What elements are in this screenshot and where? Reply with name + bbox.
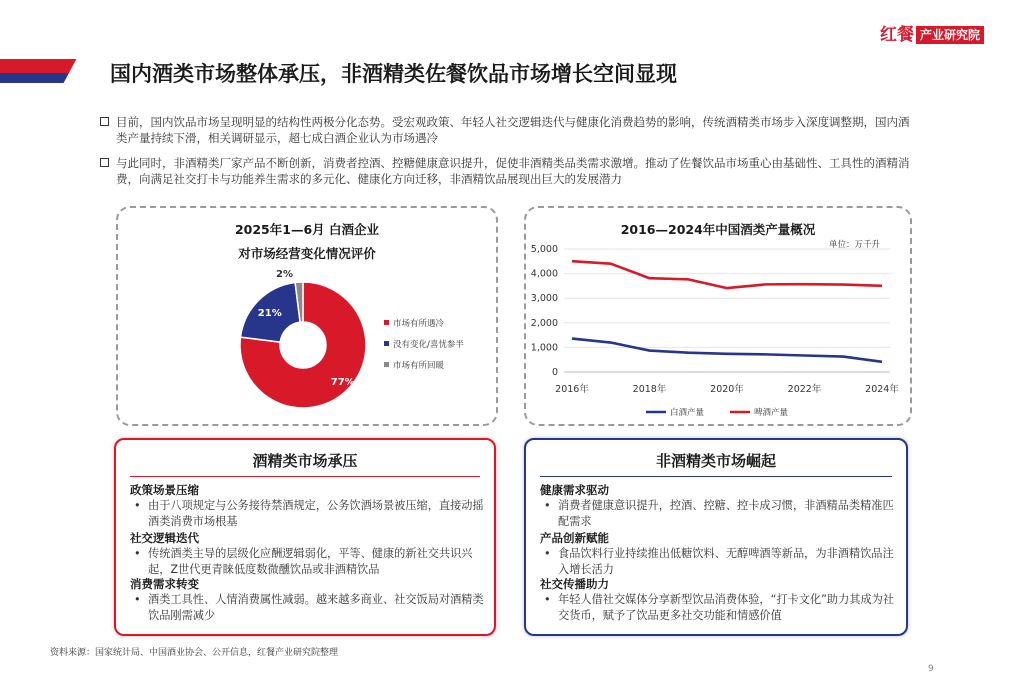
intro-text-2: 与此同时，非酒精类厂家产品不断创新，消费者控酒、控糖健康意识提升，促使非酒精类品类需求激增。推动了佐餐饮品市场重心由基础性、工具性的酒精消费，向满足社交打卡与功能养生需求的多元化、健康化方向迁移，非酒精饮品展现出巨大的发展潜力 [116,156,910,186]
intro-paragraph-1 [116,114,916,146]
logo-text: 产业研究院 [916,26,984,44]
alcohol-section-text-1: • 由于八项规定与公务接待禁酒规定，公务饮酒场景被压缩，直接动摇酒类消费市场根基 [134,499,484,528]
line-legend-label-2: 啤酒产量 [754,408,789,418]
intro-text-1: 目前，国内饮品市场呈现明显的结构性两极分化态势。受宏观政策、年轻人社交逻辑迭代与健康化消费趋势的影响，传统酒精类市场步入深度调整期，国内酒类产量持续下滑，相关调研显示，超七成白酒企业认为市场遇冷 [116,115,910,145]
page-number: 9 [928,664,934,674]
alcohol-market-card [114,438,496,636]
pie-legend-swatch-3 [384,362,389,367]
pie-value-label-1: 77% [330,377,355,389]
non-alcohol-section-text-2: • 食品饮料行业持续推出低糖饮料、无醇啤酒等新品，为非酒精饮品注入增长活力 [544,547,894,576]
alcohol-section-text-2: • 传统酒类主导的层级化应酬逻辑弱化，平等、健康的新社交共识兴起，Z世代更青睐低度数微醺饮品或非酒精饮品 [134,547,473,576]
alcohol-section-heading-3: 消费需求转变 [130,577,199,591]
brand-logo [880,25,984,45]
page-title: 国内酒类市场整体承压，非酒精类佐餐饮品市场增长空间显现 [110,62,677,86]
pie-legend-swatch-2 [384,341,389,346]
pie-chart [118,208,496,424]
pie-value-label-2: 21% [257,307,282,319]
line-series-1 [572,339,882,362]
line-x-tick-1: 2016年 [555,384,589,395]
line-chart-panel [524,206,912,426]
alcohol-section-heading-1: 政策场景压缩 [130,483,199,497]
square-bullet-icon [100,117,109,126]
non-alcohol-section-text-3: • 年轻人借社交媒体分享新型饮品消费体验，“打卡文化”助力其成为社交货币，赋予了饮品更多社交功能和情感价值 [544,593,895,622]
source-note: 资料来源：国家统计局、中国酒业协会、公开信息，红餐产业研究院整理 [50,648,339,658]
line-chart [526,208,910,424]
line-y-tick-4: 3,000 [530,293,558,305]
non-alcohol-market-card [524,438,908,636]
pie-chart-panel [116,206,498,426]
non-alcohol-section-text-1: • 消费者健康意识提升，控酒、控糖、控卡成习惯，非酒精品类精准匹配需求 [544,499,894,528]
line-unit: 单位：万千升 [828,240,880,250]
line-y-tick-1: 0 [551,367,558,378]
alcohol-card-title: 酒精类市场承压 [252,452,358,470]
non-alcohol-section-heading-2: 产品创新赋能 [540,531,609,545]
pie-legend-swatch-1 [384,320,389,325]
line-x-tick-3: 2020年 [710,384,744,395]
non-alcohol-card-title: 非酒精类市场崛起 [655,452,776,470]
line-title: 2016—2024年中国酒类产量概况 [620,222,816,237]
line-x-tick-2: 2018年 [632,384,667,395]
alcohol-section-heading-2: 社交逻辑迭代 [130,531,199,545]
pie-value-label-3: 2% [275,269,293,281]
alcohol-section-text-3: • 酒类工具性、人情消费属性减弱。越来越多商业、社交饭局对酒精类饮品刚需减少 [134,593,484,622]
non-alcohol-section-heading-1: 健康需求驱动 [540,483,609,497]
line-y-tick-5: 4,000 [530,268,558,280]
square-bullet-icon [100,158,109,167]
non-alcohol-section-heading-3: 社交传播助力 [540,577,609,591]
pie-legend-label-2: 没有变化/喜忧参半 [393,340,464,350]
line-y-tick-6: 5,000 [530,244,558,255]
pie-legend-label-1: 市场有所遇冷 [393,319,445,329]
alcohol-card-divider [130,476,480,477]
line-legend-label-1: 白酒产量 [670,408,705,418]
pie-title-line1: 2025年1—6月 白酒企业 [234,222,380,237]
line-y-tick-3: 2,000 [530,317,558,329]
logo-mark: 红餐 [880,25,914,45]
line-series-2 [572,261,882,288]
intro-paragraph-2 [116,155,916,187]
non-alcohol-card-divider [540,476,892,477]
line-x-tick-4: 2022年 [787,384,822,395]
line-x-tick-5: 2024年 [865,384,899,395]
line-y-tick-2: 1,000 [530,342,558,354]
pie-title-line2: 对市场经营变化情况评价 [238,246,376,261]
pie-legend-label-3: 市场有所回暖 [393,361,445,371]
